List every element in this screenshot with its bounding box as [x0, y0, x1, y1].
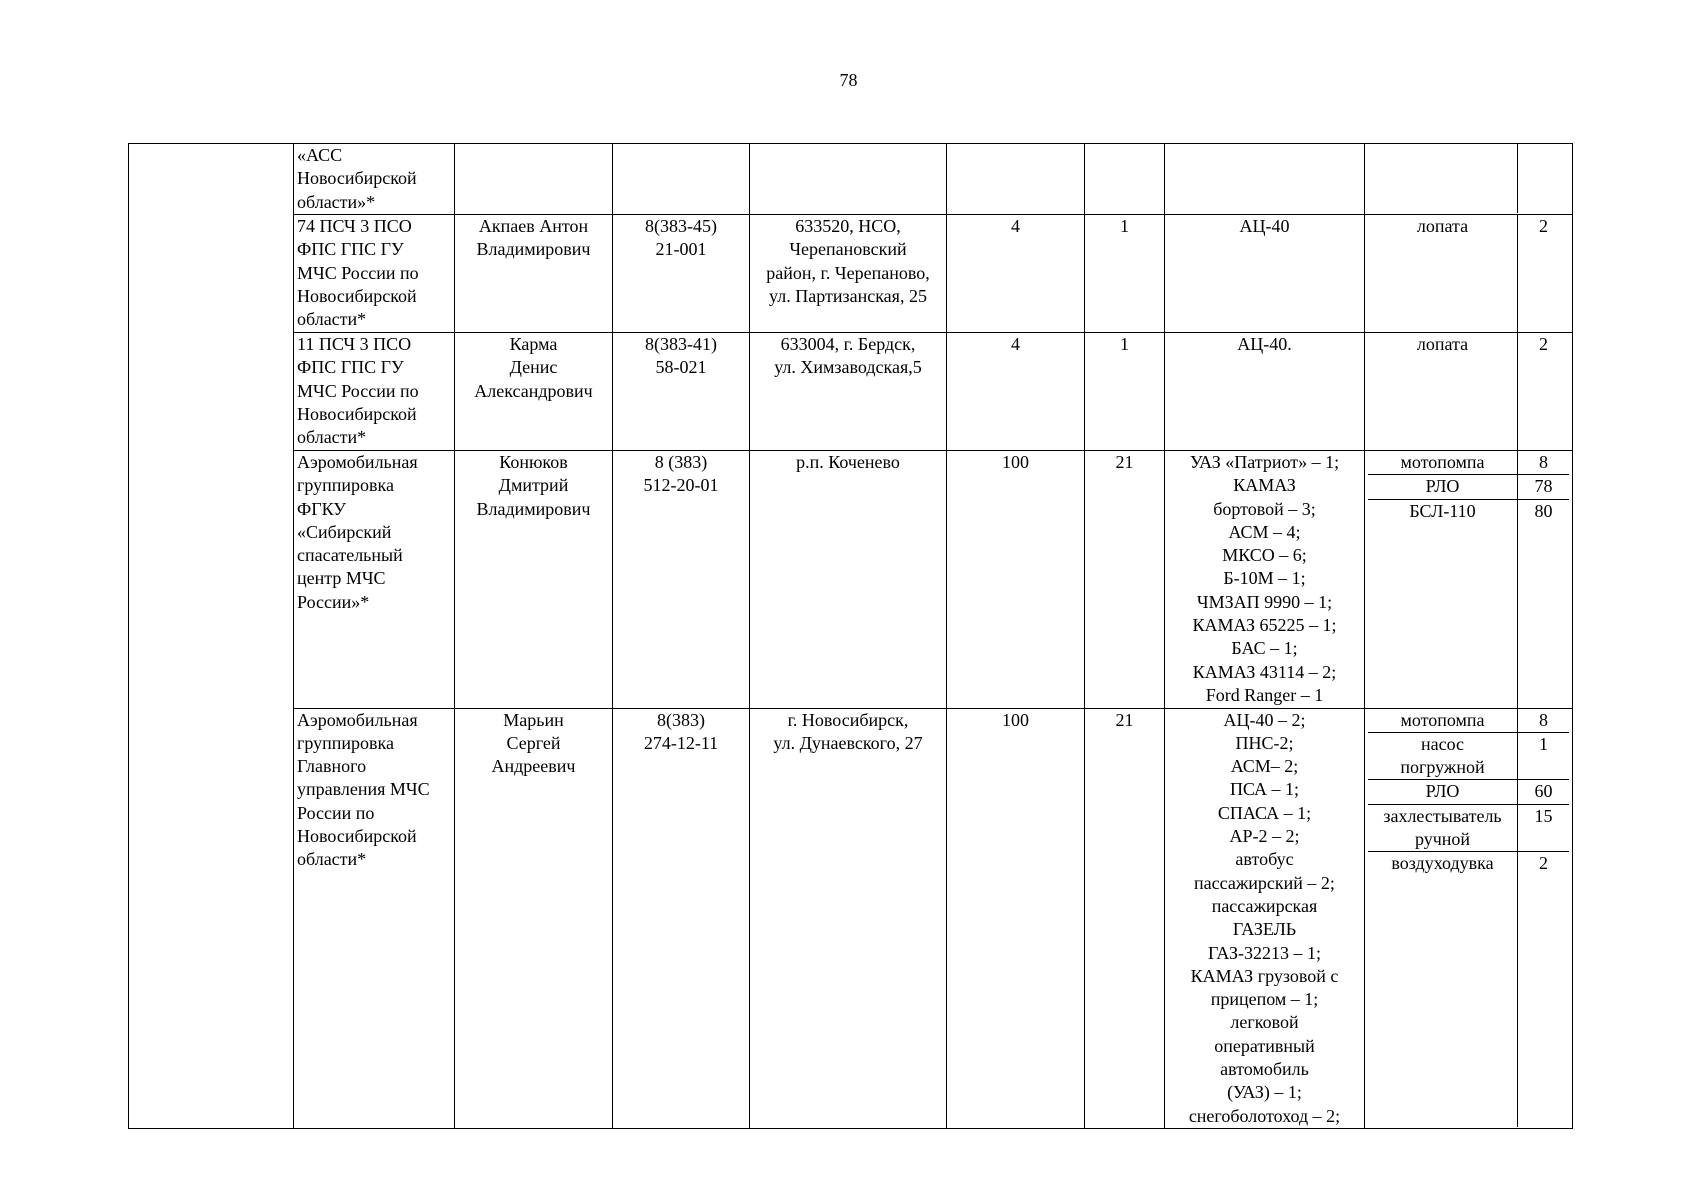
cell-line: автобус: [1235, 849, 1294, 870]
vehicles-cell: [1165, 215, 1365, 333]
person-cell: [455, 333, 613, 451]
cell-line: Аэромобильная: [297, 452, 418, 472]
cell-line: РЛО: [1425, 476, 1460, 497]
cell-line: КАМАЗ: [1233, 475, 1296, 496]
cell-line: ФПС ГПС ГУ: [297, 357, 404, 378]
equipment-name: [1368, 709, 1518, 732]
units-cell: 21: [1085, 708, 1165, 1128]
vehicles-cell: [1165, 333, 1365, 451]
cell-line: ул. Химзаводская,5: [774, 357, 922, 378]
cell-line: Черепановский: [789, 239, 907, 260]
equipment-cell: [1365, 333, 1573, 451]
cell-line: 633004, г. Бердск,: [780, 334, 916, 354]
vehicles-cell: [1165, 708, 1365, 1128]
equipment-item: [1368, 500, 1569, 708]
equipment-name: [1368, 144, 1518, 213]
cell-line: Александрович: [474, 380, 593, 401]
cell-line: лопата: [1416, 334, 1469, 354]
cell-line: погружной: [1400, 757, 1485, 778]
cell-line: РЛО: [1425, 781, 1460, 802]
equipment-name: [1368, 852, 1518, 1127]
cell-line: БСЛ-110: [1409, 500, 1476, 521]
cell-line: группировка: [297, 475, 395, 496]
cell-line: Главного: [297, 756, 367, 777]
cell-line: СПАСА – 1;: [1217, 802, 1312, 823]
cell-line: АСМ – 4;: [1228, 521, 1301, 542]
equipment-qty: 8: [1539, 452, 1548, 472]
address-cell: [750, 451, 947, 709]
cell-line: 21-001: [655, 239, 707, 260]
empty-left-cell: [129, 144, 294, 1129]
table-row: [129, 144, 1573, 215]
cell-line: Новосибирской: [297, 168, 417, 189]
cell-line: Андреевич: [491, 756, 576, 777]
units-cell: 21: [1085, 451, 1165, 709]
equipment-item: [1368, 144, 1569, 214]
cell-line: Владимирович: [476, 498, 591, 519]
cell-line: Новосибирской: [297, 285, 417, 306]
cell-line: Ford Ranger – 1: [1205, 684, 1324, 705]
cell-line: легковой: [1230, 1012, 1299, 1033]
cell-line: КАМАЗ грузовой с: [1190, 965, 1339, 986]
person-cell: [455, 144, 613, 215]
personnel-cell: 4: [947, 215, 1085, 333]
cell-line: ФПС ГПС ГУ: [297, 239, 404, 260]
org-cell: [294, 144, 455, 215]
cell-line: Сергей: [506, 732, 561, 753]
units-cell: [1085, 144, 1165, 215]
personnel-cell: 100: [947, 708, 1085, 1128]
equipment-name: [1368, 215, 1518, 332]
address-cell: [750, 215, 947, 333]
cell-line: пассажирский – 2;: [1194, 872, 1335, 893]
equipment-name: [1368, 500, 1518, 708]
cell-line: мотопомпа: [1400, 709, 1485, 730]
org-cell: [294, 451, 455, 709]
cell-line: АЦ-40.: [1237, 334, 1292, 354]
org-cell: [294, 333, 455, 451]
cell-line: КАМАЗ 43114 – 2;: [1192, 661, 1337, 682]
equipment-name: [1368, 780, 1518, 803]
cell-line: БАС – 1;: [1231, 638, 1298, 659]
table-row: [129, 451, 1573, 709]
cell-line: Новосибирской: [297, 403, 417, 424]
cell-line: насос: [1420, 733, 1465, 754]
phone-cell: [613, 144, 750, 215]
address-cell: [750, 144, 947, 215]
cell-line: центр МЧС: [297, 568, 386, 589]
cell-line: МЧС России по: [297, 262, 419, 283]
equipment-qty: 80: [1534, 500, 1553, 521]
cell-line: группировка: [297, 732, 395, 753]
equipment-qty: 78: [1534, 476, 1553, 497]
cell-line: 512-20-01: [643, 475, 719, 496]
cell-line: ЧМЗАП 9990 – 1;: [1196, 591, 1333, 612]
equipment-item: [1368, 733, 1569, 781]
equipment-name: [1368, 475, 1518, 498]
vehicles-cell: [1165, 451, 1365, 709]
cell-line: 58-021: [655, 357, 707, 378]
address-cell: [750, 333, 947, 451]
cell-line: 11 ПСЧ 3 ПСО: [297, 334, 412, 354]
cell-line: области*: [297, 849, 367, 870]
cell-line: пассажирская: [1211, 895, 1318, 916]
table-row: [129, 333, 1573, 451]
cell-line: снегоболотоход – 2;: [1188, 1105, 1341, 1126]
cell-line: России по: [297, 802, 375, 823]
equipment-qty: 2: [1539, 334, 1548, 354]
table-body: [129, 144, 1573, 1129]
org-cell: [294, 708, 455, 1128]
cell-line: Б-10М – 1;: [1223, 568, 1306, 589]
cell-line: оперативный: [1214, 1035, 1315, 1056]
equipment-cell: [1365, 451, 1573, 709]
cell-line: ГАЗ-32213 – 1;: [1207, 942, 1321, 963]
equipment-qty: 2: [1539, 216, 1548, 236]
cell-line: АЦ-40 – 2;: [1223, 709, 1306, 730]
equipment-item: [1368, 852, 1569, 1127]
cell-line: ГАЗЕЛЬ: [1232, 919, 1297, 940]
cell-line: ФГКУ: [297, 498, 347, 519]
equipment-item: [1368, 475, 1569, 499]
cell-line: мотопомпа: [1400, 452, 1485, 472]
personnel-cell: [947, 144, 1085, 215]
cell-line: захлестыватель: [1383, 805, 1502, 826]
equipment-item: [1368, 805, 1569, 853]
cell-line: р.п. Коченево: [796, 452, 900, 472]
cell-line: г. Новосибирск,: [787, 709, 909, 730]
units-cell: 1: [1085, 215, 1165, 333]
equipment-cell: [1365, 144, 1573, 215]
equipment-cell: [1365, 708, 1573, 1128]
cell-line: Карма: [509, 334, 558, 354]
equipment-name: [1368, 805, 1518, 852]
cell-line: 633520, НСО,: [795, 216, 901, 236]
cell-line: области*: [297, 427, 367, 448]
table-row: [129, 215, 1573, 333]
phone-cell: [613, 708, 750, 1128]
cell-line: Акпаев Антон: [478, 216, 589, 236]
cell-line: прицепом – 1;: [1210, 989, 1319, 1010]
cell-line: УАЗ «Патриот» – 1;: [1189, 452, 1340, 472]
cell-line: «АСС: [297, 145, 343, 165]
cell-line: 8(383-45): [645, 216, 717, 236]
person-cell: [455, 708, 613, 1128]
equipment-item: [1368, 215, 1569, 332]
cell-line: «Сибирский: [297, 521, 392, 542]
cell-line: России»*: [297, 591, 370, 612]
cell-line: Дмитрий: [498, 475, 569, 496]
phone-cell: [613, 451, 750, 709]
table-row: [129, 708, 1573, 1128]
cell-line: воздуходувка: [1391, 853, 1494, 874]
person-cell: [455, 215, 613, 333]
phone-cell: [613, 333, 750, 451]
equipment-qty: 1: [1539, 733, 1548, 754]
cell-line: 74 ПСЧ 3 ПСО: [297, 216, 412, 236]
phone-cell: [613, 215, 750, 333]
cell-line: ул. Дунаевского, 27: [773, 732, 923, 753]
cell-line: Новосибирской: [297, 826, 417, 847]
cell-line: МКСО – 6;: [1222, 545, 1307, 566]
cell-line: управления МЧС: [297, 779, 430, 800]
equipment-name: [1368, 733, 1518, 780]
equipment-name: [1368, 333, 1518, 450]
cell-line: район, г. Черепаново,: [766, 262, 930, 283]
cell-line: АСМ– 2;: [1230, 756, 1299, 777]
personnel-cell: 100: [947, 451, 1085, 709]
cell-line: МЧС России по: [297, 380, 419, 401]
cell-line: ручной: [1414, 829, 1471, 850]
page-number: 78: [839, 70, 858, 90]
cell-line: ул. Партизанская, 25: [769, 285, 927, 306]
cell-line: 8(383-41): [645, 334, 717, 354]
equipment-item: [1368, 333, 1569, 450]
equipment-qty: 60: [1534, 781, 1553, 802]
equipment-qty: 15: [1534, 805, 1553, 826]
cell-line: АЦ-40: [1239, 216, 1290, 236]
equipment-cell: [1365, 215, 1573, 333]
cell-line: (УАЗ) – 1;: [1227, 1082, 1302, 1103]
cell-line: лопата: [1416, 216, 1469, 236]
address-cell: [750, 708, 947, 1128]
cell-line: Аэромобильная: [297, 709, 418, 730]
cell-line: области»*: [297, 191, 376, 212]
equipment-qty: 8: [1539, 709, 1548, 730]
cell-line: 8(383): [657, 709, 705, 730]
cell-line: Конюков: [499, 452, 568, 472]
cell-line: бортовой – 3;: [1213, 498, 1316, 519]
org-cell: [294, 215, 455, 333]
equipment-qty: [1518, 144, 1569, 214]
resources-table: [128, 143, 1573, 1129]
personnel-cell: 4: [947, 333, 1085, 451]
cell-line: области*: [297, 309, 367, 330]
cell-line: спасательный: [297, 545, 403, 566]
equipment-item: [1368, 451, 1569, 475]
cell-line: Владимирович: [476, 239, 591, 260]
equipment-name: [1368, 451, 1518, 474]
person-cell: [455, 451, 613, 709]
cell-line: 8 (383): [654, 452, 708, 472]
cell-line: Марьин: [503, 709, 564, 730]
cell-line: ПНС-2;: [1235, 732, 1294, 753]
units-cell: 1: [1085, 333, 1165, 451]
equipment-qty: 2: [1539, 853, 1548, 874]
equipment-item: [1368, 709, 1569, 733]
cell-line: автомобиль: [1220, 1059, 1309, 1080]
vehicles-cell: [1165, 144, 1365, 215]
cell-line: КАМАЗ 65225 – 1;: [1192, 615, 1337, 636]
cell-line: Денис: [509, 357, 558, 378]
cell-line: ПСА – 1;: [1229, 779, 1300, 800]
cell-line: АР-2 – 2;: [1229, 826, 1300, 847]
cell-line: 274-12-11: [643, 732, 719, 753]
equipment-item: [1368, 780, 1569, 804]
